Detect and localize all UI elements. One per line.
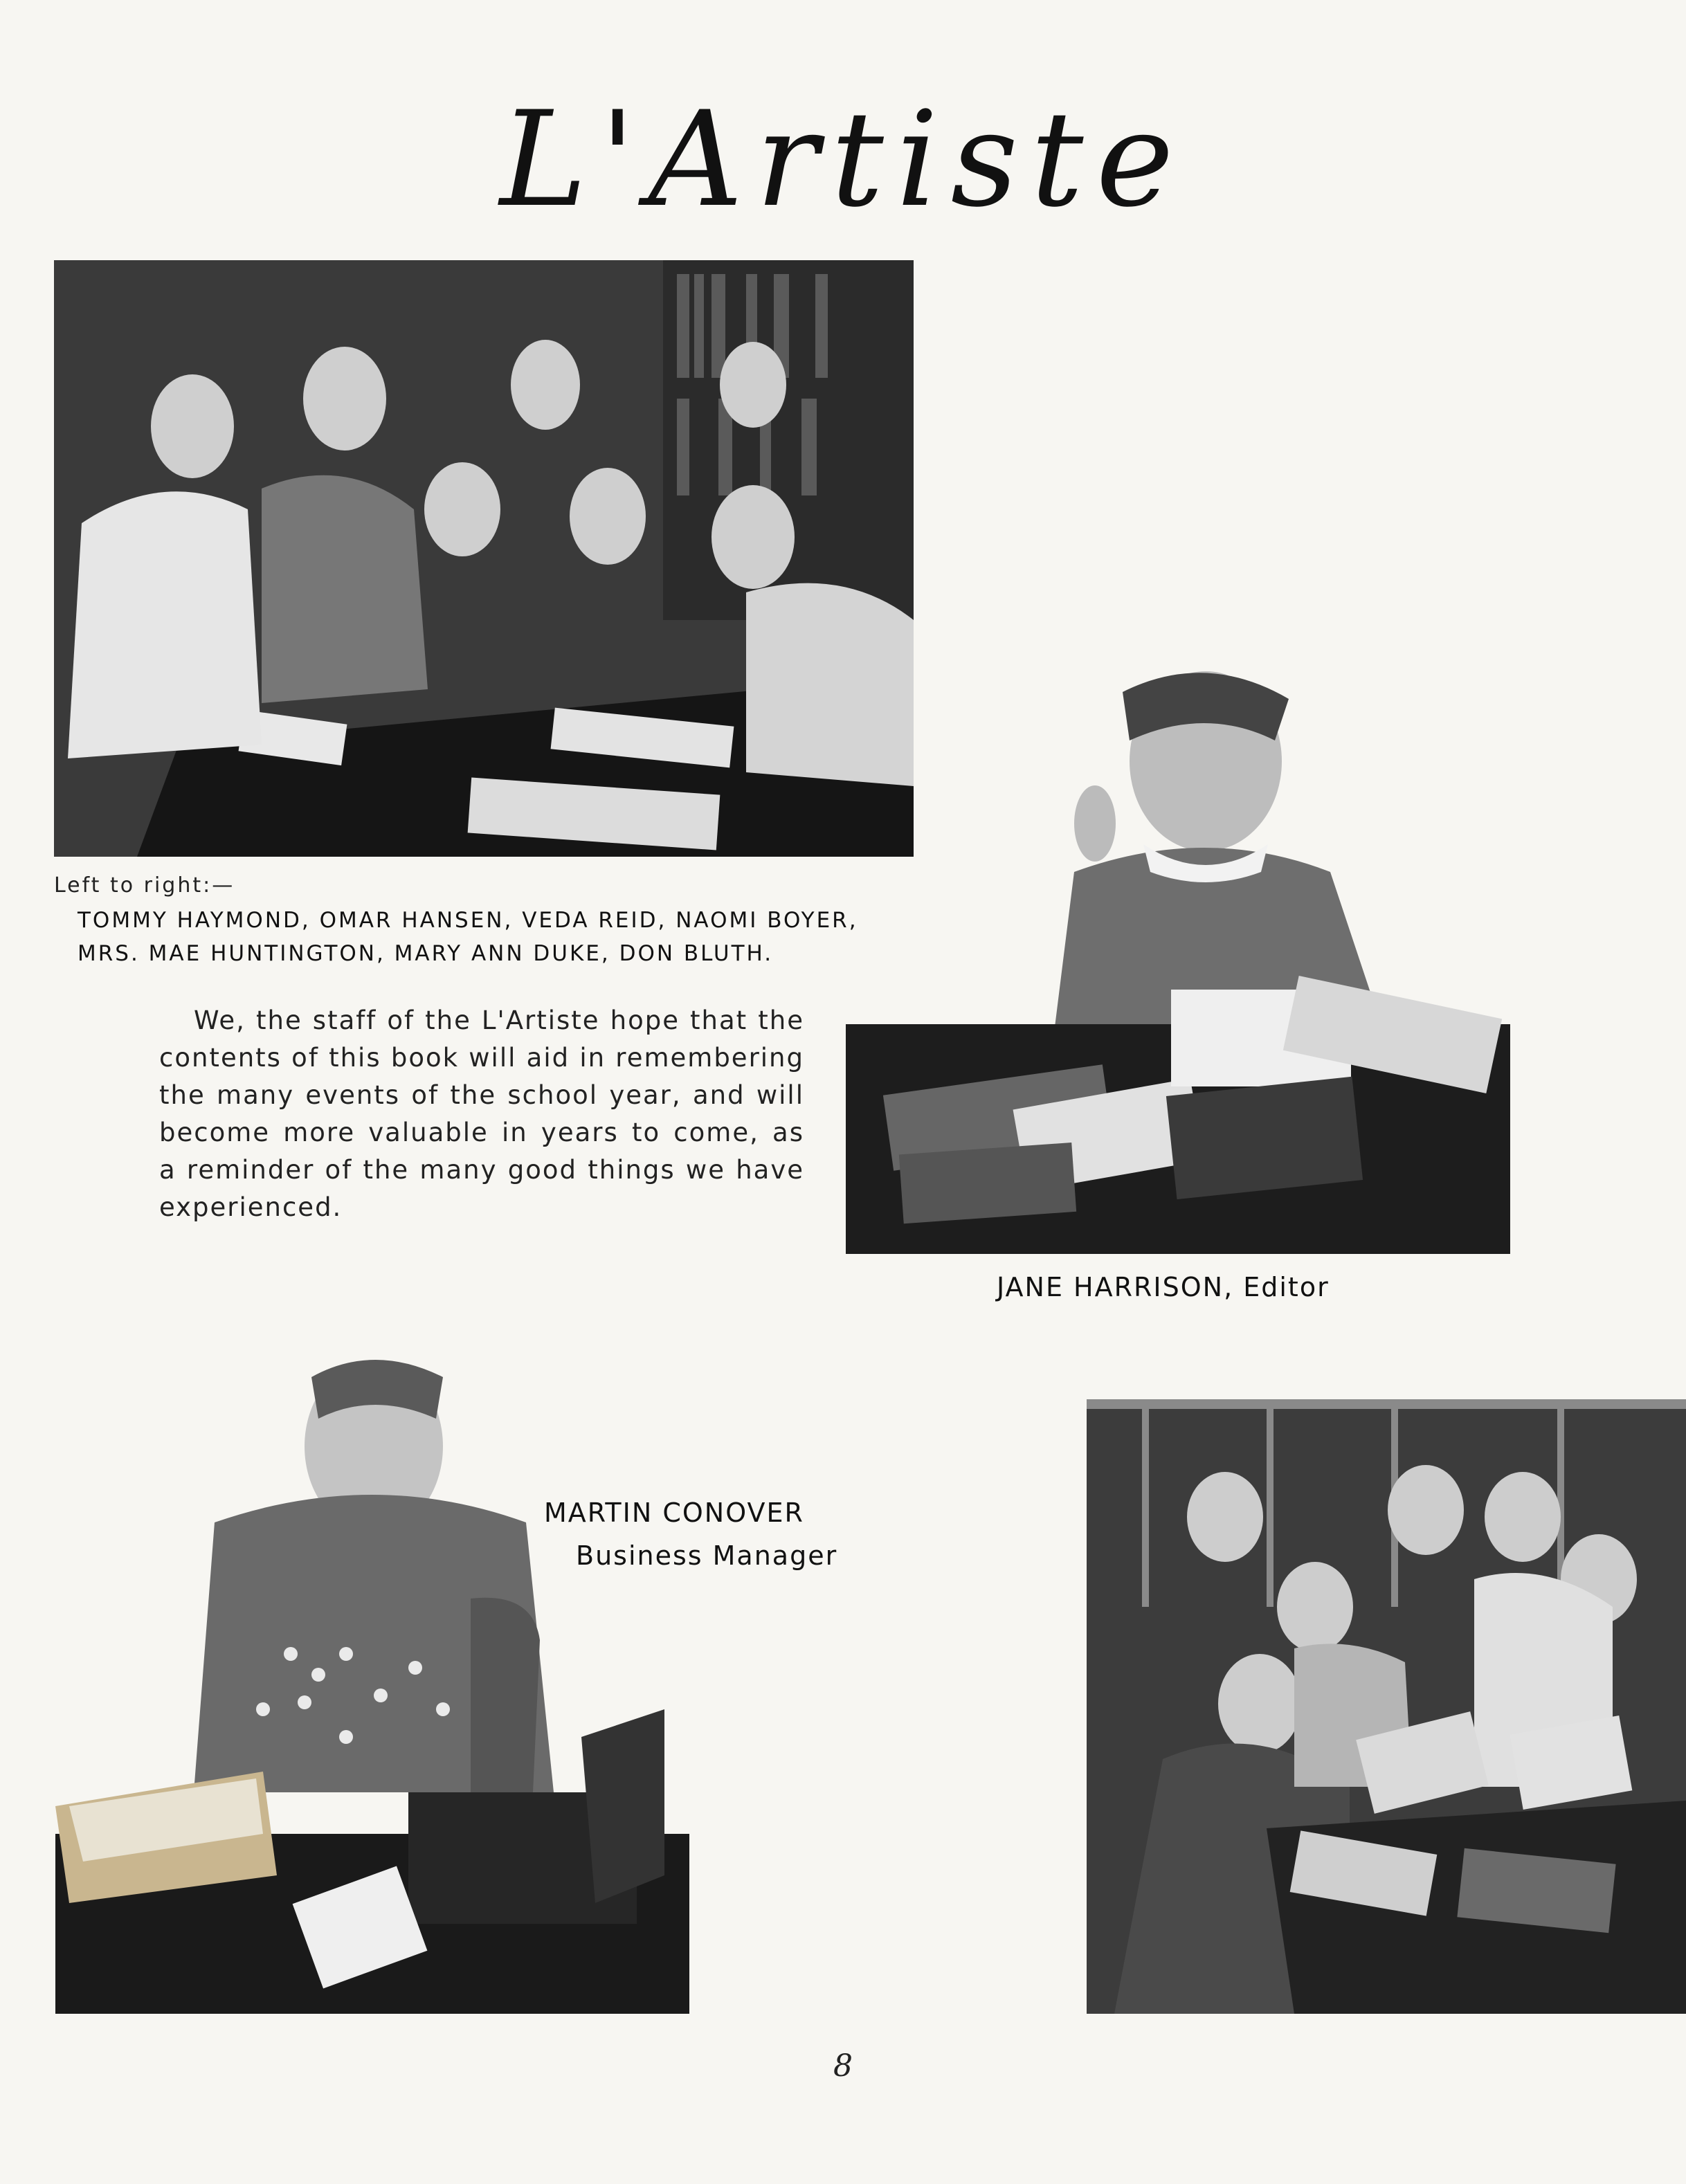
staff-group-photo (54, 260, 914, 857)
business-manager-photo (55, 1349, 689, 2014)
business-manager-role: Business Manager (576, 1540, 838, 1571)
group-photo-caption-lead: Left to right:— (54, 873, 235, 898)
group-photo-caption-names: TOMMY HAYMOND, OMAR HANSEN, VEDA REID, NAOMI BOYER, MRS. MAE HUNTINGTON, MARY ANN DUKE, DON BLUTH. (78, 908, 858, 966)
editor-caption: JANE HARRISON, Editor (997, 1272, 1330, 1302)
editor-photo (846, 664, 1510, 1254)
business-manager-name: MARTIN CONOVER (544, 1498, 804, 1528)
staff-reading-photo (1087, 1399, 1686, 2014)
page-number: 8 (833, 2048, 853, 2084)
page-title: L'Artiste (500, 83, 1186, 236)
intro-paragraph: We, the staff of the L'Artiste hope that the contents of this book will aid in remembering the many events of the school year, and will become more valuable in years to come, as a reminder of the many good things we have experienced. (159, 1005, 804, 1222)
